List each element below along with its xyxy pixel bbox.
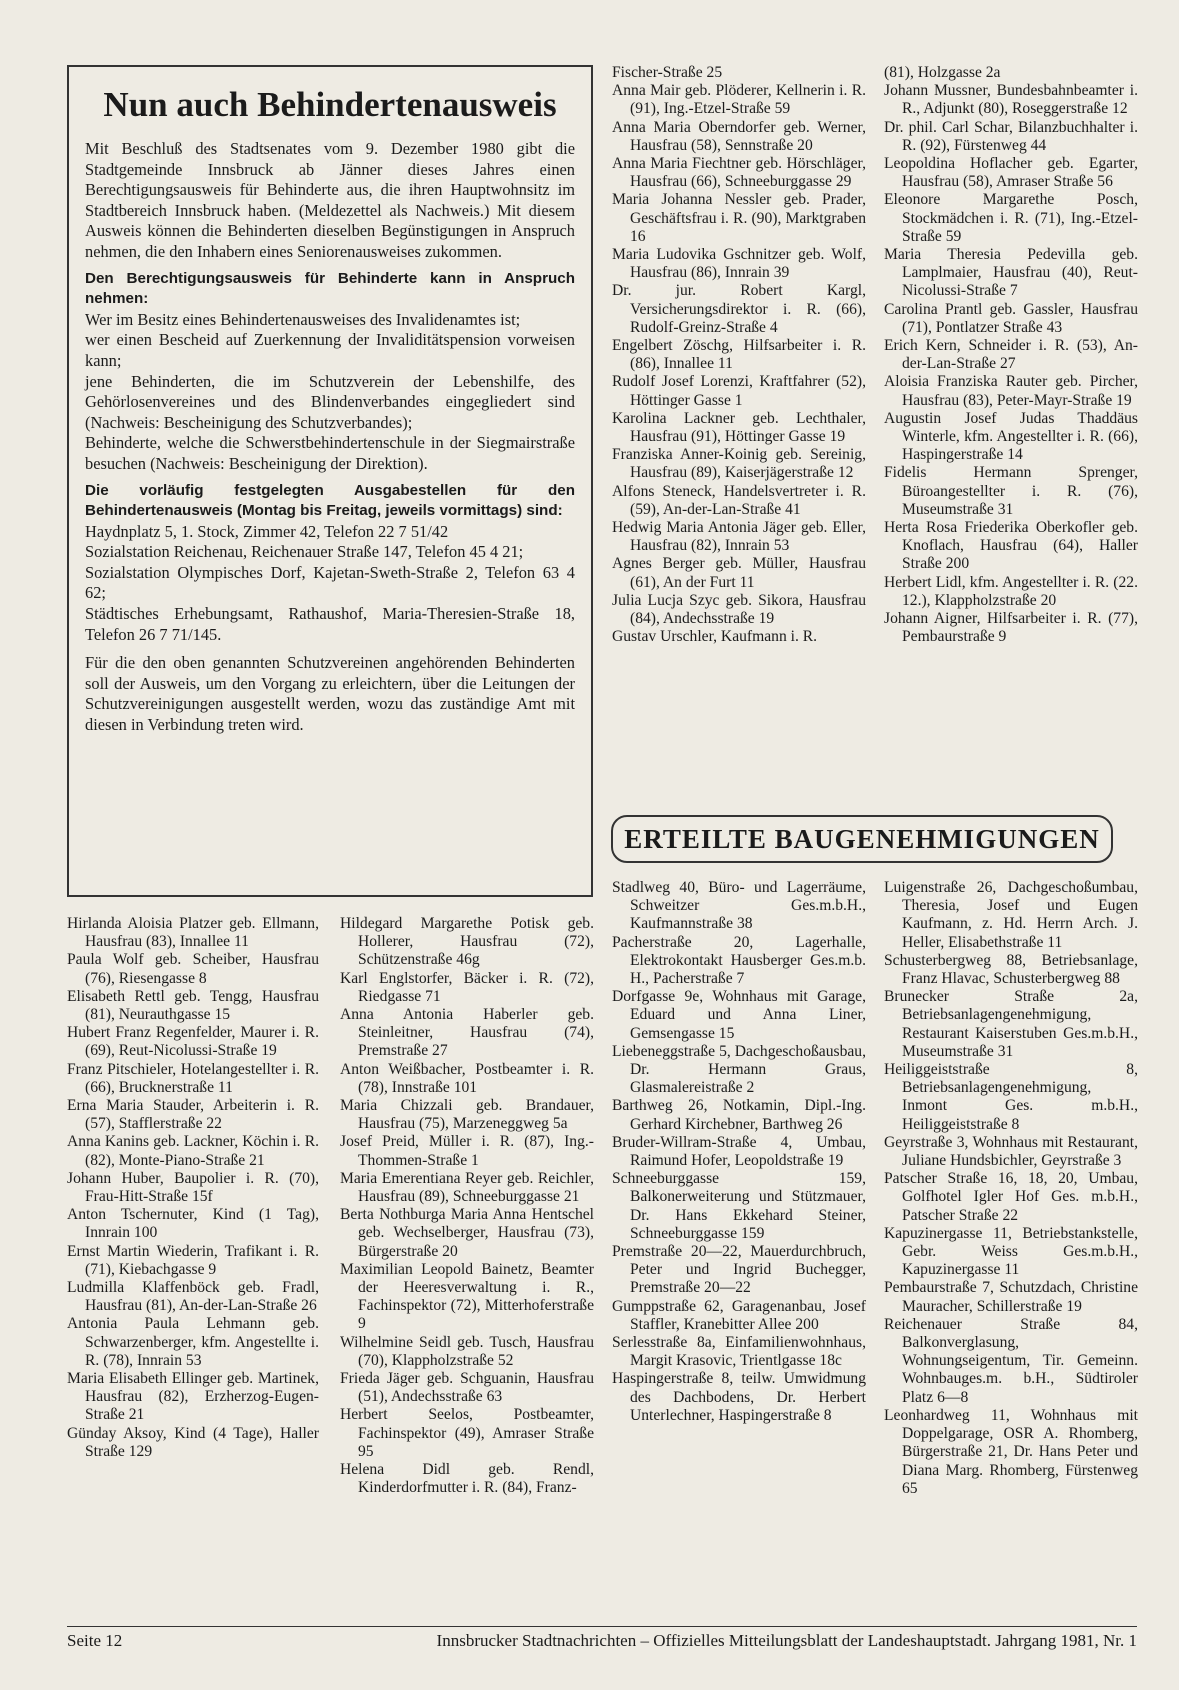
death-entry: Anton Weißbacher, Postbeamter i. R. (78), Innstraße 101 xyxy=(340,1060,594,1096)
death-entry: Herbert Lidl, kfm. Angestellter i. R. (22. 12.), Klappholzstraße 20 xyxy=(884,573,1138,609)
death-entry: Anna Maria Oberndorfer geb. Werner, Hausfrau (58), Sennstraße 20 xyxy=(612,118,866,154)
death-entry: Ludmilla Klaffenböck geb. Fradl, Hausfrau (81), An-der-Lan-Straße 26 xyxy=(67,1279,319,1315)
office-item: Sozialstation Olympisches Dorf, Kajetan-Sweth-Straße 2, Telefon 63 4 62; xyxy=(85,562,575,603)
permit-entry: Luigenstraße 26, Dachgeschoßumbau, Theresia, Josef und Eugen Kaufmann, z. Hd. Herrn Arch. J. Heller, Elisabethstraße 11 xyxy=(884,879,1138,951)
notice-intro: Mit Beschluß des Stadtsenates vom 9. Dezember 1980 gibt die Stadtgemeinde Innsbruck ab Jänner dieses Jahres einen Berechtigungsausweis für Behinderte aus, die ihren Hauptwohnsitz im Stadtbereich Innsbruck haben. (Meldezettel als Nachweis.) Mit diesem Ausweis können die Behinderten dieselben Begünstigungen in Anspruch nehmen, die den Inhabern eines Seniorenausweises zukommen. xyxy=(85,139,575,261)
death-entry: Aloisia Franziska Rauter geb. Pircher, Hausfrau (83), Peter-Mayr-Straße 19 xyxy=(884,373,1138,409)
office-item: Haydnplatz 5, 1. Stock, Zimmer 42, Telefon 22 7 51/42 xyxy=(85,521,449,541)
death-entry: Hildegard Margarethe Potisk geb. Hollerer, Hausfrau (72), Schützenstraße 46g xyxy=(340,915,594,969)
death-entry: Erich Kern, Schneider i. R. (53), An-der-Lan-Straße 27 xyxy=(884,337,1138,373)
eligibility-item: Wer im Besitz eines Behindertenausweises des Invalidenamtes ist; xyxy=(85,309,521,329)
death-entry: Karl Englstorfer, Bäcker i. R. (72), Riedgasse 71 xyxy=(340,969,594,1005)
death-entry: Anna Kanins geb. Lackner, Köchin i. R. (82), Monte-Piano-Straße 21 xyxy=(67,1133,319,1169)
death-entry: Maria Emerentiana Reyer geb. Reichler, Hausfrau (89), Schneeburggasse 21 xyxy=(340,1169,594,1206)
permit-entry: Serlesstraße 8a, Einfamilienwohnhaus, Margit Krasovic, Trientlgasse 18c xyxy=(612,1334,866,1370)
death-entry: Agnes Berger geb. Müller, Hausfrau (61), An der Furt 11 xyxy=(612,555,866,591)
office-item: Städtisches Erhebungsamt, Rathaushof, Maria-Theresien-Straße 18, Telefon 26 7 71/145. xyxy=(85,604,575,644)
deaths-column-4 xyxy=(884,64,1138,647)
eligibility-item: wer einen Bescheid auf Zuerkennung der Invaliditätspension vorweisen kann; xyxy=(85,330,575,370)
publication-line: Innsbrucker Stadtnachrichten – Offizielles Mitteilungsblatt der Landeshauptstadt. Jahrgang 1981, Nr. 1 xyxy=(436,1631,1137,1650)
death-entry: Anna Antonia Haberler geb. Steinleitner, Hausfrau (74), Premstraße 27 xyxy=(340,1006,594,1060)
eligibility-item: jene Behinderten, die im Schutzverein der Lebenshilfe, des Gehörlosenvereines und des Blindenverbandes eingegliedert sind (Nachweis: Bescheinigung des Schutzverbandes); xyxy=(85,371,575,432)
death-entry: Gustav Urschler, Kaufmann i. R. xyxy=(612,628,818,646)
eligibility-item: Behinderte, welche die Schwerstbehindertenschule in der Siegmairstraße besuchen (Nachweis: Bescheinigung der Direktion). xyxy=(85,433,575,473)
death-entry: Maria Theresia Pedevilla geb. Lamplmaier, Hausfrau (40), Reut-Nicolussi-Straße 7 xyxy=(884,246,1138,300)
death-entry: Antonia Paula Lehmann geb. Schwarzenberger, kfm. Angestellte i. R. (78), Innrain 53 xyxy=(67,1315,319,1369)
notice-box xyxy=(67,65,593,897)
permit-entry: Haspingerstraße 8, teilw. Umwidmung des Dachbodens, Dr. Herbert Unterlechner, Haspingerstraße 8 xyxy=(612,1370,866,1424)
death-entry: Maria Johanna Nessler geb. Prader, Geschäftsfrau i. R. (90), Marktgraben 16 xyxy=(612,191,866,245)
permit-entry: Schneeburggasse 159, Balkonerweiterung und Stützmauer, Dr. Hans Ekkehard Steiner, Schneeburggasse 159 xyxy=(612,1170,866,1242)
death-entry: Anna Mair geb. Plöderer, Kellnerin i. R. (91), Ing.-Etzel-Straße 59 xyxy=(612,82,866,118)
death-entry: Rudolf Josef Lorenzi, Kraftfahrer (52), Höttinger Gasse 1 xyxy=(612,373,866,409)
death-entry: Maria Ludovika Gschnitzer geb. Wolf, Hausfrau (86), Innrain 39 xyxy=(612,246,866,282)
death-entry: Hirlanda Aloisia Platzer geb. Ellmann, Hausfrau (83), Innallee 11 xyxy=(67,915,319,951)
permit-entry: Pacherstraße 20, Lagerhalle, Elektrokontakt Hausberger Ges.m.b. H., Pacherstraße 7 xyxy=(612,933,866,988)
death-entry: Franziska Anner-Koinig geb. Sereinig, Hausfrau (89), Kaiserjägerstraße 12 xyxy=(612,446,866,482)
permits-column-1 xyxy=(612,879,866,1425)
death-entry: Johann Aigner, Hilfsarbeiter i. R. (77), Pembaurstraße 9 xyxy=(884,610,1138,646)
permit-entry: Kapuzinergasse 11, Betriebstankstelle, Gebr. Weiss Ges.m.b.H., Kapuzinergasse 11 xyxy=(884,1224,1138,1279)
permit-entry: Stadlweg 40, Büro- und Lagerräume, Schweitzer Ges.m.b.H., Kaufmannstraße 38 xyxy=(612,879,866,933)
death-entry: Engelbert Zöschg, Hilfsarbeiter i. R. (86), Innallee 11 xyxy=(612,337,866,373)
permit-entry: Dorfgasse 9e, Wohnhaus mit Garage, Eduard und Anna Liner, Gemsengasse 15 xyxy=(612,988,866,1042)
offices-heading: Die vorläufig festgelegten Ausgabestellen für den Behindertenausweis (Montag bis Freitag, jeweils vormittags) sind: xyxy=(85,481,575,520)
death-entry: Johann Huber, Baupolier i. R. (70), Frau-Hitt-Straße 15f xyxy=(67,1169,319,1206)
death-entry: Augustin Josef Judas Thaddäus Winterle, kfm. Angestellter i. R. (66), Haspingerstraße 14 xyxy=(884,409,1138,464)
death-entry: Julia Lucja Szyc geb. Sikora, Hausfrau (84), Andechsstraße 19 xyxy=(612,591,866,628)
death-entry: Ernst Martin Wiederin, Trafikant i. R. (71), Kiebachgasse 9 xyxy=(67,1242,319,1278)
death-entry: Eleonore Margarethe Posch, Stockmädchen i. R. (71), Ing.-Etzel-Straße 59 xyxy=(884,191,1138,245)
page-footer xyxy=(67,1626,1137,1651)
permit-entry: Brunecker Straße 2a, Betriebsanlagengenehmigung, Restaurant Kaiserstuben Ges.m.b.H., Museumstraße 31 xyxy=(884,988,1138,1060)
death-entry: Josef Preid, Müller i. R. (87), Ing.-Thommen-Straße 1 xyxy=(340,1133,594,1169)
permit-entry: Bruder-Willram-Straße 4, Umbau, Raimund Hofer, Leopoldstraße 19 xyxy=(612,1133,866,1170)
death-entry: Elisabeth Rettl geb. Tengg, Hausfrau (81), Neurauthgasse 15 xyxy=(67,987,319,1024)
notice-title: Nun auch Behindertenausweis xyxy=(103,85,557,124)
death-entry: Leopoldina Hoflacher geb. Egarter, Hausfrau (58), Amraser Straße 56 xyxy=(884,155,1138,191)
death-entry: Carolina Prantl geb. Gassler, Hausfrau (71), Pontlatzer Straße 43 xyxy=(884,300,1138,336)
death-entry: Herbert Seelos, Postbeamter, Fachinspektor (49), Amraser Straße 95 xyxy=(340,1406,594,1460)
permits-title: ERTEILTE BAUGENEHMIGUNGEN xyxy=(611,815,1113,863)
permit-entry: Barthweg 26, Notkamin, Dipl.-Ing. Gerhard Kirchebner, Barthweg 26 xyxy=(612,1097,866,1133)
death-entry: Fidelis Hermann Sprenger, Büroangestellter i. R. (76), Museumstraße 31 xyxy=(884,464,1138,518)
death-entry: Berta Nothburga Maria Anna Hentschel geb. Wechselberger, Hausfrau (73), Bürgerstraße 20 xyxy=(340,1206,594,1260)
death-entry: Frieda Jäger geb. Schguanin, Hausfrau (51), Andechsstraße 63 xyxy=(340,1370,594,1406)
permit-entry: Pembaurstraße 7, Schutzdach, Christine Mauracher, Schillerstraße 19 xyxy=(884,1279,1138,1315)
death-entry: Erna Maria Stauder, Arbeiterin i. R. (57), Stafflerstraße 22 xyxy=(67,1097,319,1133)
death-entry: Alfons Steneck, Handelsvertreter i. R. (59), An-der-Lan-Straße 41 xyxy=(612,482,866,518)
death-entry: (81), Holzgasse 2a xyxy=(884,64,1001,81)
death-entry: Johann Mussner, Bundesbahnbeamter i. R., Adjunkt (80), Roseggerstraße 12 xyxy=(884,82,1138,118)
death-entry: Dr. jur. Robert Kargl, Versicherungsdirektor i. R. (66), Rudolf-Greinz-Straße 4 xyxy=(612,282,866,336)
death-entry: Hubert Franz Regenfelder, Maurer i. R. (69), Reut-Nicolussi-Straße 19 xyxy=(67,1024,319,1060)
death-entry: Karolina Lackner geb. Lechthaler, Hausfrau (91), Höttinger Gasse 19 xyxy=(612,409,866,446)
notice-closing: Für die den oben genannten Schutzvereinen angehörenden Behinderten soll der Ausweis, um den Vorgang zu erleichtern, über die Leitungen der Schutzvereinigungen ausgestellt werden, wozu das zuständige Amt mit diesen in Verbindung treten wird. xyxy=(85,653,575,735)
deaths-column-1 xyxy=(67,915,319,1461)
permit-entry: Gumppstraße 62, Garagenanbau, Josef Staffler, Kranebitter Allee 200 xyxy=(612,1297,866,1333)
death-entry: Günday Aksoy, Kind (4 Tage), Haller Straße 129 xyxy=(67,1424,319,1460)
death-entry: Helena Didl geb. Rendl, Kinderdorfmutter i. R. (84), Franz- xyxy=(340,1461,594,1497)
permit-entry: Premstraße 20—22, Mauerdurchbruch, Peter und Ingrid Buchegger, Premstraße 20—22 xyxy=(612,1243,866,1297)
death-entry: Anna Maria Fiechtner geb. Hörschläger, Hausfrau (66), Schneeburggasse 29 xyxy=(612,155,866,191)
permit-entry: Leonhardweg 11, Wohnhaus mit Doppelgarage, OSR A. Rhomberg, Bürgerstraße 21, Dr. Hans Peter und Diana Marg. Rhomberg, Fürstenweg 65 xyxy=(884,1406,1138,1497)
death-entry: Paula Wolf geb. Scheiber, Hausfrau (76), Riesengasse 8 xyxy=(67,951,319,987)
eligibility-heading: Den Berechtigungsausweis für Behinderte kann in Anspruch nehmen: xyxy=(85,269,575,308)
permit-entry: Patscher Straße 16, 18, 20, Umbau, Golfhotel Igler Hof Ges. m.b.H., Patscher Straße 22 xyxy=(884,1170,1138,1224)
permit-entry: Reichenauer Straße 84, Balkonverglasung, Wohnungseigentum, Tir. Gemeinn. Wohnbauges.m. b.H., Südtiroler Platz 6—8 xyxy=(884,1315,1138,1406)
permits-column-2 xyxy=(884,879,1138,1498)
death-entry: Herta Rosa Friederika Oberkofler geb. Knoflach, Hausfrau (64), Haller Straße 200 xyxy=(884,519,1138,573)
permit-entry: Liebeneggstraße 5, Dachgeschoßausbau, Dr. Hermann Graus, Glasmalereistraße 2 xyxy=(612,1042,866,1097)
death-entry: Maria Chizzali geb. Brandauer, Hausfrau (75), Marzeneggweg 5a xyxy=(340,1097,594,1133)
permit-entry: Schusterbergweg 88, Betriebsanlage, Franz Hlavac, Schusterbergweg 88 xyxy=(884,951,1138,988)
death-entry: Fischer-Straße 25 xyxy=(612,64,723,81)
death-entry: Hedwig Maria Antonia Jäger geb. Eller, Hausfrau (82), Innrain 53 xyxy=(612,519,866,555)
death-entry: Maria Elisabeth Ellinger geb. Martinek, Hausfrau (82), Erzherzog-Eugen-Straße 21 xyxy=(67,1370,319,1424)
death-entry: Maximilian Leopold Bainetz, Beamter der Heeresverwaltung i. R., Fachinspektor (72), Mitterhoferstraße 9 xyxy=(340,1260,594,1333)
deaths-column-2 xyxy=(340,915,594,1498)
office-item: Sozialstation Reichenau, Reichenauer Straße 147, Telefon 45 4 21; xyxy=(85,542,524,562)
permit-entry: Heiliggeiststraße 8, Betriebsanlagengenehmigung, Inmont Ges. m.b.H., Heiliggeiststraße 8 xyxy=(884,1061,1138,1133)
death-entry: Wilhelmine Seidl geb. Tusch, Hausfrau (70), Klappholzstraße 52 xyxy=(340,1333,594,1369)
permit-entry: Geyrstraße 3, Wohnhaus mit Restaurant, Juliane Hundsbichler, Geyrstraße 3 xyxy=(884,1133,1138,1170)
death-entry: Franz Pitschieler, Hotelangestellter i. R. (66), Brucknerstraße 11 xyxy=(67,1060,319,1096)
death-entry: Anton Tschernuter, Kind (1 Tag), Innrain 100 xyxy=(67,1206,319,1242)
page-number: Seite 12 xyxy=(67,1631,123,1650)
deaths-column-3 xyxy=(612,64,866,647)
death-entry: Dr. phil. Carl Schar, Bilanzbuchhalter i. R. (92), Fürstenweg 44 xyxy=(884,118,1138,154)
